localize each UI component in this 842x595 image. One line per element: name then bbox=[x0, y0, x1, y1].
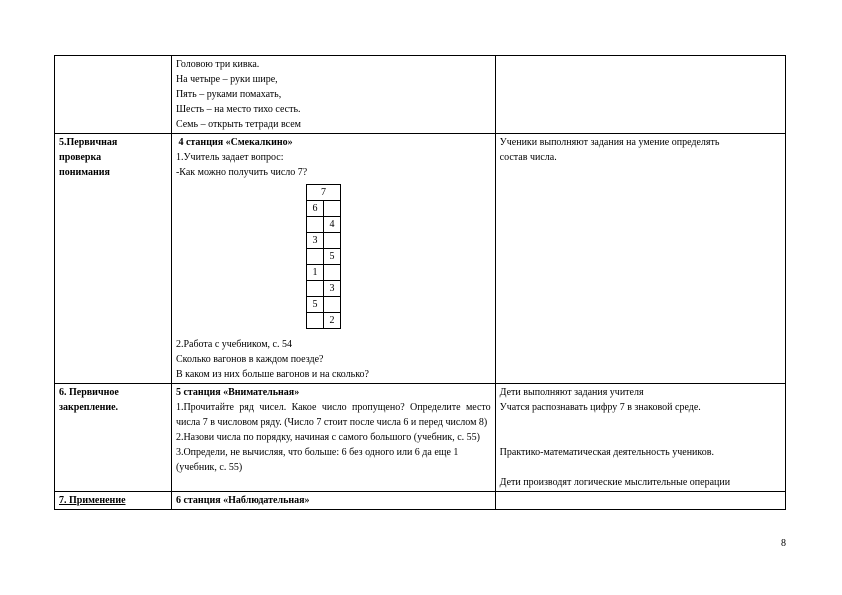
task-text: 3.Определи, не вычисляя, что больше: 6 без одного или 6 да еще 1 (учебник, с. 55) bbox=[175, 447, 459, 473]
result-text: Практико-математическая деятельность учеников. bbox=[499, 447, 714, 458]
rhyme-line: Пять – руками помахать, bbox=[175, 89, 282, 100]
number-cell bbox=[323, 201, 340, 217]
task-text: В каком из них больше вагонов и на сколько? bbox=[175, 369, 369, 380]
table-row bbox=[306, 249, 340, 265]
rhyme-line: На четыре – руки шире, bbox=[175, 74, 278, 85]
task-text: 2.Назови числа по порядку, начиная с самого большого (учебник, с. 55) bbox=[175, 432, 480, 443]
result-text: состав числа. bbox=[499, 152, 557, 163]
number-cell: 2 bbox=[323, 313, 340, 329]
result-cell bbox=[495, 134, 785, 384]
stage-cell bbox=[55, 384, 172, 492]
number-composition-table-wrap bbox=[306, 184, 491, 329]
table-row-rhyme bbox=[55, 56, 786, 134]
table-row bbox=[306, 217, 340, 233]
task-text: 2.Работа с учебником, с. 54 bbox=[175, 339, 292, 350]
table-row bbox=[306, 313, 340, 329]
table-row-stage-7 bbox=[55, 492, 786, 510]
result-text: Дети производят логические мыслительные операции bbox=[499, 477, 731, 488]
number-cell: 3 bbox=[306, 233, 323, 249]
rhyme-cell bbox=[171, 56, 495, 134]
result-cell-empty bbox=[495, 56, 785, 134]
table-row bbox=[306, 281, 340, 297]
page-number: 8 bbox=[781, 538, 786, 549]
stage-label: проверка bbox=[59, 152, 102, 163]
task-text: -Как можно получить число 7? bbox=[175, 167, 308, 178]
table-row bbox=[306, 297, 340, 313]
number-cell bbox=[323, 297, 340, 313]
stage-cell-empty bbox=[55, 56, 172, 134]
stage-label: 6. Первичное bbox=[59, 387, 119, 398]
table-row-stage-5 bbox=[55, 134, 786, 384]
station-title: 5 станция «Внимательная» bbox=[175, 387, 300, 398]
result-text: Ученики выполняют задания на умение определять bbox=[499, 137, 720, 148]
number-cell bbox=[306, 249, 323, 265]
number-cell bbox=[306, 217, 323, 233]
result-cell bbox=[495, 384, 785, 492]
table-row bbox=[306, 265, 340, 281]
number-cell: 5 bbox=[323, 249, 340, 265]
stage-cell bbox=[55, 134, 172, 384]
lesson-plan-table bbox=[54, 55, 786, 510]
task-text: Сколько вагонов в каждом поезде? bbox=[175, 354, 324, 365]
number-cell: 1 bbox=[306, 265, 323, 281]
rhyme-line: Головою три кивка. bbox=[175, 59, 260, 70]
task-text: 1.Учитель задает вопрос: bbox=[175, 152, 284, 163]
result-cell-empty bbox=[495, 492, 785, 510]
station-title: 6 станция «Наблюдательная» bbox=[171, 492, 495, 510]
number-cell: 5 bbox=[306, 297, 323, 313]
stage-label: 5.Первичная bbox=[59, 137, 118, 148]
station-title: 4 станция «Смекалкино» bbox=[175, 137, 293, 148]
result-text: Учатся распознавать цифру 7 в знаковой среде. bbox=[499, 402, 701, 413]
number-composition-table bbox=[306, 184, 341, 329]
stage-label: закрепление. bbox=[59, 402, 119, 413]
number-cell: 6 bbox=[306, 201, 323, 217]
result-text: Дети выполняют задания учителя bbox=[499, 387, 644, 398]
content-cell bbox=[171, 134, 495, 384]
table-row bbox=[306, 201, 340, 217]
rhyme-line: Шесть – на место тихо сесть. bbox=[175, 104, 301, 115]
number-cell bbox=[323, 233, 340, 249]
number-cell: 7 bbox=[306, 185, 340, 201]
table-row-stage-6 bbox=[55, 384, 786, 492]
number-cell bbox=[306, 281, 323, 297]
task-text: 1.Прочитайте ряд чисел. Какое число пропущено? Определите место числа 7 в числовом ряду. (Число 7 стоит после числа 6 и перед числом 8) bbox=[175, 402, 491, 428]
table-row bbox=[306, 185, 340, 201]
number-cell: 4 bbox=[323, 217, 340, 233]
table-row bbox=[306, 233, 340, 249]
number-cell: 3 bbox=[323, 281, 340, 297]
number-cell bbox=[323, 265, 340, 281]
rhyme-line: Семь – открыть тетради всем bbox=[175, 119, 301, 130]
stage-cell: 7. Применение bbox=[55, 492, 172, 510]
stage-label: понимания bbox=[59, 167, 110, 178]
content-cell bbox=[171, 384, 495, 492]
number-cell bbox=[306, 313, 323, 329]
